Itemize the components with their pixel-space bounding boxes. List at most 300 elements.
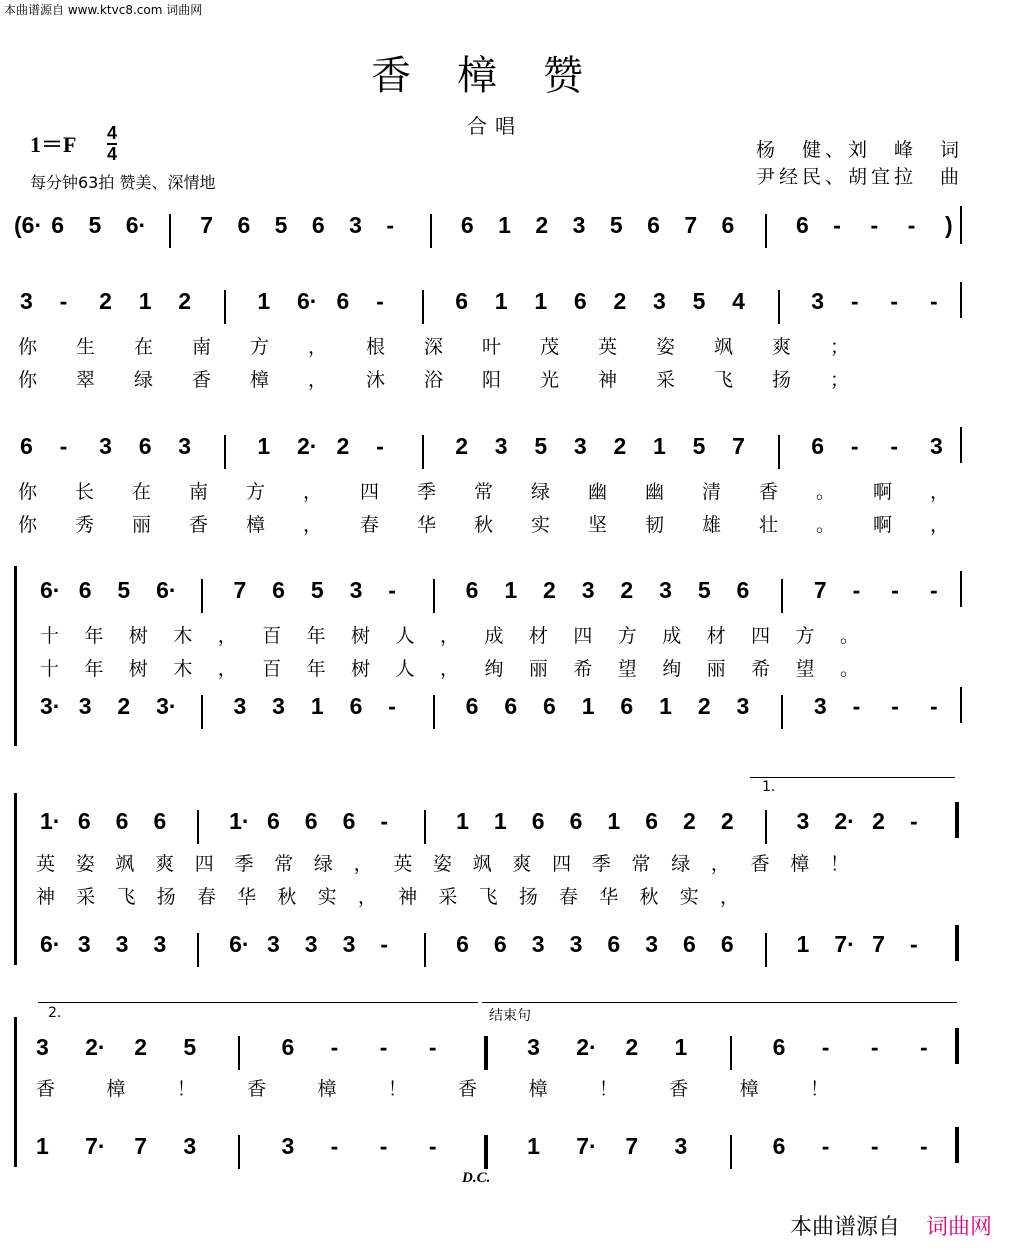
system4-lower-note: 2 bbox=[697, 693, 711, 719]
system2-verse1-lyric: 深 bbox=[424, 336, 444, 358]
system4-verse1-lyric: 方 bbox=[795, 625, 815, 647]
system6-lower-barline bbox=[238, 1135, 240, 1169]
volta-second-bracket bbox=[38, 1002, 478, 1003]
system5-verse2-lyric: 华 bbox=[237, 886, 257, 908]
system5-lower-note: 6· bbox=[229, 931, 250, 957]
system5-verse2-lyric: 实 bbox=[317, 886, 337, 908]
system3-verse2-lyric: 。 bbox=[816, 514, 836, 536]
system5-upper-note: 6 bbox=[153, 808, 167, 834]
system3-verse2-lyric: 春 bbox=[360, 514, 380, 536]
system4-verse2-lyric: 丽 bbox=[706, 658, 726, 680]
system1-note: ) bbox=[945, 212, 953, 238]
system5-verse1-lyric: 四 bbox=[552, 853, 572, 875]
system2-verse1-lyric: 飒 bbox=[714, 336, 734, 358]
system5-lower-note: 3 bbox=[304, 931, 318, 957]
system2-note: 6 bbox=[455, 288, 468, 314]
system3-barline bbox=[422, 435, 424, 469]
system4-lower-note: - bbox=[852, 693, 861, 719]
system6-upper-barline bbox=[484, 1036, 488, 1070]
system2-verse2-lyric: 香 bbox=[192, 369, 212, 391]
system3-verse2-lyric: 香 bbox=[189, 514, 209, 536]
system1-end-barline bbox=[960, 206, 962, 244]
system3-verse2-lyric: 啊 bbox=[873, 514, 893, 536]
system3-note: - bbox=[850, 433, 859, 459]
system4-upper-note: 7 bbox=[813, 577, 827, 603]
system4-lower-note: 6 bbox=[620, 693, 634, 719]
song-subtitle: 合唱 bbox=[467, 114, 523, 138]
system1-note: 6 bbox=[796, 212, 809, 238]
system4-upper-note: - bbox=[852, 577, 861, 603]
volta-first-bracket bbox=[750, 777, 955, 778]
system5-verse1-lyric: 季 bbox=[591, 853, 611, 875]
tempo-marking: 每分钟63拍 赞美、深情地 bbox=[30, 173, 216, 192]
system5-upper-note: 2· bbox=[834, 808, 855, 834]
system4-lower-note: 3 bbox=[272, 693, 285, 719]
system6-upper-note: 3 bbox=[36, 1034, 49, 1060]
system1-note: 2 bbox=[535, 212, 549, 238]
ending-bracket bbox=[482, 1002, 957, 1003]
system5-lower-note: 3 bbox=[569, 931, 583, 957]
system4-lower-note: - bbox=[891, 693, 899, 719]
system1-note: (6· bbox=[14, 212, 43, 238]
system5-lower-note: 3 bbox=[645, 931, 658, 957]
volta-first-label: 1. bbox=[762, 779, 776, 795]
system5-upper-note: 6 bbox=[77, 808, 91, 834]
system3-verse1-lyric: 季 bbox=[417, 481, 437, 503]
system4-upper-note: 3 bbox=[349, 577, 363, 603]
system3-verse2-lyric: 壮 bbox=[759, 514, 779, 536]
system5-upper-note: 6 bbox=[304, 808, 318, 834]
system5-verse1-lyric: 爽 bbox=[155, 853, 175, 875]
system2-note: 2 bbox=[613, 288, 627, 314]
system1-note: 3 bbox=[349, 212, 362, 238]
system3-note: 1 bbox=[257, 433, 271, 459]
system5-verse1-lyric: 姿 bbox=[433, 853, 453, 875]
system2-verse2-lyric: ， bbox=[308, 369, 328, 391]
system3-verse2-lyric: 雄 bbox=[702, 514, 722, 536]
system4-verse2-lyric: 希 bbox=[751, 658, 771, 680]
system2-verse2-lyric: 浴 bbox=[424, 369, 444, 391]
system4-lower-note: 3 bbox=[813, 693, 827, 719]
system3-note: 3 bbox=[573, 433, 587, 459]
system4-verse2-lyric: 百 bbox=[262, 658, 282, 680]
system5-verse2-lyric: 春 bbox=[196, 886, 216, 908]
system6-upper-note: - bbox=[379, 1034, 388, 1060]
system2-note: 6 bbox=[573, 288, 587, 314]
system4-lower-note: 3 bbox=[78, 693, 92, 719]
system3-verse2-lyric: 实 bbox=[531, 514, 551, 536]
system6-upper-barline bbox=[730, 1036, 732, 1070]
system2-verse1-lyric: 方 bbox=[250, 336, 270, 358]
system6-lyrics-lyric: ！ bbox=[176, 1078, 196, 1100]
system6-lyrics-lyric: 樟 bbox=[739, 1078, 759, 1100]
system3-note: 5 bbox=[534, 433, 548, 459]
system6-lyrics-lyric: 香 bbox=[458, 1078, 478, 1100]
system3-note: 6 bbox=[138, 433, 152, 459]
system4-upper-note: 2 bbox=[543, 577, 556, 603]
system1-note: 3 bbox=[572, 212, 586, 238]
system5-lower-note: 3 bbox=[531, 931, 545, 957]
system2-note: 1 bbox=[494, 288, 508, 314]
system5-verse2-lyric: 采 bbox=[76, 886, 96, 908]
system2-verse1-lyric: 生 bbox=[76, 336, 96, 358]
system3-verse1-lyric: 在 bbox=[132, 481, 152, 503]
system4-lower-barline bbox=[201, 695, 203, 729]
system1-note: 6 bbox=[721, 212, 735, 238]
system6-lower-note: 7 bbox=[625, 1133, 639, 1159]
system6-lower-note: - bbox=[330, 1133, 339, 1159]
system2-note: 1 bbox=[138, 288, 152, 314]
system5-lower-note: 6 bbox=[683, 931, 696, 957]
system4-verse1-lyric: ， bbox=[217, 625, 237, 647]
system2-verse1-lyric: 在 bbox=[134, 336, 154, 358]
system4-lower-note: 3 bbox=[233, 693, 247, 719]
system4-lower-note: 3· bbox=[156, 693, 177, 719]
system5-verse1-lyric: 香 bbox=[750, 853, 770, 875]
system4-lower-barline bbox=[781, 695, 783, 729]
system4-lower-note: - bbox=[388, 693, 396, 719]
system3-verse1-lyric: 幽 bbox=[645, 481, 665, 503]
system4-verse2-lyric: 年 bbox=[306, 658, 326, 680]
system1-note: 5 bbox=[274, 212, 288, 238]
system5-verse1-lyric: 英 bbox=[393, 853, 413, 875]
system6-upper-note: - bbox=[821, 1034, 830, 1060]
system5-verse1-lyric: 季 bbox=[234, 853, 254, 875]
system4-upper-note: 3 bbox=[581, 577, 595, 603]
system3-note: 7 bbox=[732, 433, 745, 459]
system4-verse1-lyric: 年 bbox=[84, 625, 104, 647]
system4-upper-barline bbox=[433, 579, 435, 613]
system5-verse1-lyric: 姿 bbox=[75, 853, 95, 875]
system4-verse2-lyric: 木 bbox=[173, 658, 193, 680]
system3-barline bbox=[224, 435, 226, 469]
system1-note: 6· bbox=[125, 212, 147, 238]
system1-note: 6 bbox=[647, 212, 660, 238]
system6-lower-note: 7 bbox=[134, 1133, 148, 1159]
system6-upper-note: 1 bbox=[674, 1034, 688, 1060]
system4-lower-note: 6 bbox=[349, 693, 363, 719]
system6-upper-note: 2· bbox=[85, 1034, 106, 1060]
system5-verse1-lyric: 飒 bbox=[472, 853, 492, 875]
system6-lyrics-lyric: ！ bbox=[598, 1078, 618, 1100]
system4-lower-note: 3· bbox=[40, 693, 61, 719]
system5-lower-note: 6 bbox=[456, 931, 469, 957]
system2-note: - bbox=[850, 288, 859, 314]
system5-verse1-lyric: 常 bbox=[631, 853, 651, 875]
system5-verse2-lyric: 秋 bbox=[277, 886, 297, 908]
system5-upper-barline bbox=[197, 810, 199, 844]
watermark-bottom-right: 词曲网 bbox=[926, 1215, 993, 1240]
system6-lower-note: 6 bbox=[772, 1133, 786, 1159]
system4-verse1-lyric: 木 bbox=[173, 625, 193, 647]
song-title: 香樟赞 bbox=[371, 53, 629, 99]
system3-note: 2 bbox=[455, 433, 468, 459]
system2-verse2-lyric: 翠 bbox=[76, 369, 96, 391]
system3-verse1-lyric: 绿 bbox=[531, 481, 551, 503]
system3-note: 3 bbox=[178, 433, 192, 459]
system6-lower-note: 1 bbox=[36, 1133, 49, 1159]
system4-lower-note: - bbox=[930, 693, 938, 719]
system1-note: 7 bbox=[200, 212, 213, 238]
system4-verse2-lyric: 年 bbox=[84, 658, 104, 680]
system5-verse1-lyric: ！ bbox=[830, 853, 850, 875]
system3-verse2-lyric: 坚 bbox=[588, 514, 608, 536]
system4-verse2-lyric: 望 bbox=[795, 658, 815, 680]
system3-verse2-lyric: 秋 bbox=[474, 514, 494, 536]
system2-verse2-lyric: 阳 bbox=[482, 369, 502, 391]
system4-upper-note: 5 bbox=[117, 577, 131, 603]
time-signature-top: 4 bbox=[107, 123, 118, 143]
system2-note: 2 bbox=[178, 288, 192, 314]
time-signature bbox=[107, 125, 117, 163]
system6-lower-barline bbox=[484, 1135, 488, 1169]
system4-lower-note: 1 bbox=[581, 693, 595, 719]
system5-upper-note: 6 bbox=[645, 808, 658, 834]
watermark-top: 本曲谱源自 www.ktvc8.com 词曲网 bbox=[4, 3, 203, 17]
system5-lower-note: 7· bbox=[834, 931, 855, 957]
system4-upper-note: 2 bbox=[620, 577, 634, 603]
system5-upper-note: 6 bbox=[266, 808, 280, 834]
system6-lyrics-lyric: ！ bbox=[810, 1078, 830, 1100]
system5-lower-note: 3 bbox=[77, 931, 91, 957]
system5-verse1-lyric: 绿 bbox=[671, 853, 691, 875]
system4-verse1-lyric: 四 bbox=[573, 625, 593, 647]
system2-verse1-lyric: 你 bbox=[18, 336, 38, 358]
system4-lower-note: 6 bbox=[465, 693, 479, 719]
system4-upper-note: 6 bbox=[272, 577, 285, 603]
system6-upper-note: 5 bbox=[183, 1034, 197, 1060]
system4-verse1-lyric: 人 bbox=[395, 625, 415, 647]
system5-lower-note: 3 bbox=[115, 931, 129, 957]
system5-verse2-lyric: 采 bbox=[438, 886, 458, 908]
system2-verse2-lyric: ； bbox=[830, 369, 850, 391]
system1-note: 6 bbox=[311, 212, 325, 238]
system3-note: 2· bbox=[296, 433, 318, 459]
system5-lower-note: - bbox=[910, 931, 918, 957]
system5-upper-note: 6 bbox=[115, 808, 129, 834]
system5-upper-note: 1 bbox=[456, 808, 469, 834]
system4-upper-note: 6 bbox=[465, 577, 479, 603]
system2-note: 1 bbox=[257, 288, 271, 314]
system4-lower-note: 6 bbox=[543, 693, 556, 719]
system2-barline bbox=[778, 290, 780, 324]
system6-bracket bbox=[14, 1017, 17, 1167]
system2-verse1-lyric: 姿 bbox=[656, 336, 676, 358]
system6-upper-note: 3 bbox=[527, 1034, 540, 1060]
system4-verse2-lyric: 。 bbox=[840, 658, 860, 680]
system6-upper-note: - bbox=[428, 1034, 437, 1060]
system1-barline bbox=[169, 214, 171, 248]
system5-verse2-lyric: 神 bbox=[36, 886, 56, 908]
system6-upper-note: - bbox=[920, 1034, 928, 1060]
system3-barline bbox=[778, 435, 780, 469]
system5-upper-note: 1· bbox=[229, 808, 250, 834]
system6-lower-final-barline bbox=[955, 1127, 959, 1163]
system5-upper-note: 1 bbox=[607, 808, 621, 834]
system3-note: 2 bbox=[336, 433, 350, 459]
system3-verse1-lyric: 清 bbox=[702, 481, 722, 503]
system5-verse1-lyric: 英 bbox=[36, 853, 56, 875]
system3-note: - bbox=[890, 433, 899, 459]
system1-note: 5 bbox=[88, 212, 102, 238]
system5-verse1-lyric: ， bbox=[353, 853, 373, 875]
system4-upper-note: - bbox=[930, 577, 938, 603]
system5-upper-note: 6 bbox=[569, 808, 583, 834]
system5-verse1-lyric: 爽 bbox=[512, 853, 532, 875]
system1-note: 6 bbox=[460, 212, 474, 238]
system6-upper-note: 2 bbox=[134, 1034, 148, 1060]
system4-verse2-lyric: ， bbox=[217, 658, 237, 680]
system5-lower-note: 1 bbox=[796, 931, 810, 957]
system6-lyrics-lyric: 樟 bbox=[106, 1078, 126, 1100]
system4-upper-note: 5 bbox=[310, 577, 324, 603]
system5-upper-note: - bbox=[910, 808, 918, 834]
system2-note: 3 bbox=[20, 288, 33, 314]
system2-note: 2 bbox=[99, 288, 112, 314]
system2-note: 1 bbox=[534, 288, 548, 314]
system3-verse1-lyric: 常 bbox=[474, 481, 494, 503]
system4-verse2-lyric: ， bbox=[440, 658, 460, 680]
system5-lower-note: 3 bbox=[153, 931, 167, 957]
system4-verse2-lyric: 树 bbox=[351, 658, 371, 680]
system6-upper-note: 6 bbox=[772, 1034, 786, 1060]
lyricist-credit: 杨 健、刘 峰 词 bbox=[756, 139, 964, 161]
system4-verse2-lyric: 绚 bbox=[484, 658, 504, 680]
system1-barline bbox=[765, 214, 767, 248]
system5-upper-barline bbox=[765, 810, 767, 844]
system3-verse1-lyric: 幽 bbox=[588, 481, 608, 503]
system2-verse1-lyric: 叶 bbox=[482, 336, 502, 358]
system1-note: 6 bbox=[237, 212, 251, 238]
system4-verse1-lyric: 树 bbox=[128, 625, 148, 647]
system5-lower-barline bbox=[765, 933, 767, 967]
system2-note: 5 bbox=[692, 288, 706, 314]
system5-verse2-lyric: ， bbox=[357, 886, 377, 908]
system6-lower-note: 7· bbox=[576, 1133, 597, 1159]
system3-verse1-lyric: 长 bbox=[75, 481, 95, 503]
system3-note: 5 bbox=[692, 433, 706, 459]
system4-upper-end-barline bbox=[960, 571, 962, 607]
system4-upper-note: 6 bbox=[736, 577, 750, 603]
system2-barline bbox=[224, 290, 226, 324]
volta-second-label: 2. bbox=[48, 1005, 62, 1021]
system4-verse1-lyric: 成 bbox=[662, 625, 682, 647]
time-signature-bottom: 4 bbox=[107, 144, 118, 164]
system2-end-barline bbox=[960, 282, 962, 318]
system4-lower-barline bbox=[433, 695, 435, 729]
system5-verse1-lyric: 樟 bbox=[790, 853, 810, 875]
system6-upper-note: - bbox=[330, 1034, 339, 1060]
system3-note: 3 bbox=[494, 433, 508, 459]
system3-verse2-lyric: 丽 bbox=[132, 514, 152, 536]
system5-upper-note: 6 bbox=[531, 808, 545, 834]
system2-note: 6 bbox=[336, 288, 350, 314]
system5-upper-repeat-end bbox=[955, 802, 959, 838]
system4-verse1-lyric: 百 bbox=[262, 625, 282, 647]
system5-verse1-lyric: 常 bbox=[274, 853, 294, 875]
system2-barline bbox=[422, 290, 424, 324]
system1-note: - bbox=[386, 212, 395, 238]
system6-lower-barline bbox=[730, 1135, 732, 1169]
system6-lower-note: - bbox=[870, 1133, 879, 1159]
system6-upper-note: 2· bbox=[576, 1034, 597, 1060]
system3-note: 1 bbox=[653, 433, 666, 459]
system5-lower-repeat-end bbox=[955, 925, 959, 961]
system5-verse1-lyric: 四 bbox=[194, 853, 214, 875]
system1-note: - bbox=[907, 212, 916, 238]
system5-verse2-lyric: 飞 bbox=[478, 886, 498, 908]
system1-note: 6 bbox=[51, 212, 65, 238]
system2-verse2-lyric: 神 bbox=[598, 369, 618, 391]
system1-note: - bbox=[870, 212, 879, 238]
system4-upper-note: - bbox=[388, 577, 396, 603]
composer-credit: 尹经民、胡宜拉 曲 bbox=[756, 166, 964, 188]
system4-bracket bbox=[14, 566, 17, 746]
system4-verse1-lyric: 四 bbox=[751, 625, 771, 647]
system5-lower-note: 6 bbox=[720, 931, 734, 957]
system3-end-barline bbox=[960, 427, 962, 463]
system4-verse1-lyric: 材 bbox=[706, 625, 726, 647]
system4-verse1-lyric: 材 bbox=[528, 625, 548, 647]
system3-note: - bbox=[59, 433, 68, 459]
system2-note: - bbox=[59, 288, 68, 314]
system3-verse2-lyric: 韧 bbox=[645, 514, 665, 536]
system4-upper-note: 6 bbox=[78, 577, 92, 603]
system2-note: 6· bbox=[296, 288, 318, 314]
system4-verse2-lyric: 树 bbox=[128, 658, 148, 680]
system2-verse1-lyric: ， bbox=[308, 336, 328, 358]
system4-verse1-lyric: 方 bbox=[617, 625, 637, 647]
system2-verse2-lyric: 你 bbox=[18, 369, 38, 391]
system6-lyrics-lyric: 香 bbox=[247, 1078, 267, 1100]
system6-lower-note: - bbox=[428, 1133, 437, 1159]
system5-lower-note: 3 bbox=[266, 931, 280, 957]
system2-note: - bbox=[376, 288, 384, 314]
system2-verse2-lyric: 光 bbox=[540, 369, 560, 391]
system2-verse1-lyric: ； bbox=[830, 336, 850, 358]
system5-upper-note: 2 bbox=[872, 808, 885, 834]
system1-note: - bbox=[833, 212, 841, 238]
system6-lower-note: - bbox=[379, 1133, 388, 1159]
system5-lower-barline bbox=[197, 933, 199, 967]
system3-note: 6 bbox=[811, 433, 825, 459]
system5-verse1-lyric: ， bbox=[710, 853, 730, 875]
system5-verse2-lyric: ， bbox=[720, 886, 740, 908]
system1-note: 5 bbox=[609, 212, 623, 238]
system5-verse2-lyric: 春 bbox=[559, 886, 579, 908]
system6-lyrics-lyric: ！ bbox=[387, 1078, 407, 1100]
system5-upper-note: - bbox=[380, 808, 389, 834]
system6-upper-note: - bbox=[870, 1034, 879, 1060]
system5-verse2-lyric: 实 bbox=[679, 886, 699, 908]
watermark-bottom-left: 本曲谱源自 bbox=[790, 1215, 901, 1240]
system6-lower-note: - bbox=[821, 1133, 830, 1159]
ending-label: 结束句 bbox=[489, 1008, 531, 1024]
system4-verse1-lyric: ， bbox=[440, 625, 460, 647]
system2-note: - bbox=[890, 288, 899, 314]
system5-lower-barline bbox=[424, 933, 426, 967]
system4-verse2-lyric: 丽 bbox=[528, 658, 548, 680]
system2-note: 3 bbox=[811, 288, 825, 314]
system3-verse1-lyric: 啊 bbox=[873, 481, 893, 503]
system4-verse2-lyric: 十 bbox=[40, 658, 60, 680]
system6-lower-note: 7· bbox=[85, 1133, 106, 1159]
system4-upper-note: 6· bbox=[156, 577, 177, 603]
system5-upper-note: 1· bbox=[40, 808, 61, 834]
system2-verse1-lyric: 英 bbox=[598, 336, 618, 358]
system2-verse1-lyric: 爽 bbox=[772, 336, 792, 358]
system3-verse1-lyric: 香 bbox=[759, 481, 779, 503]
